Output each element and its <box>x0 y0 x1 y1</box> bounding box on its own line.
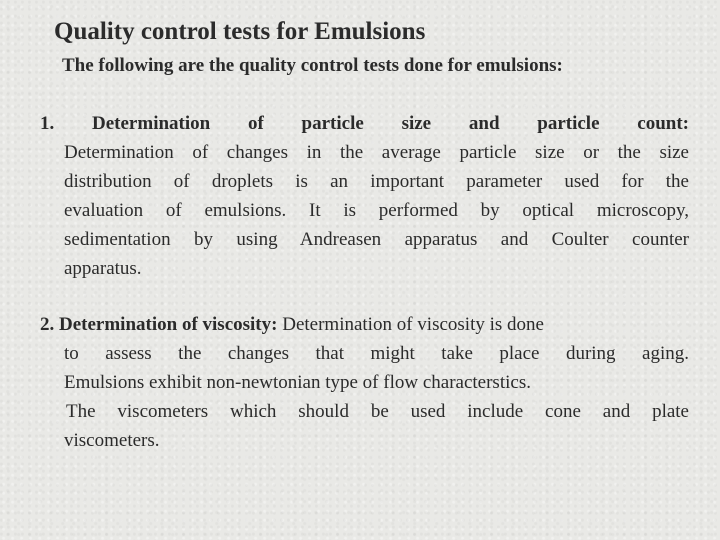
item1-line-4: evaluation of emulsions. It is performed by optical microscopy, <box>64 200 689 221</box>
list-item-viscosity <box>40 310 689 455</box>
item1-line-6: apparatus. <box>64 258 142 279</box>
item2-line-4: The viscometers which should be used include cone and plate <box>66 401 689 422</box>
item2-line-1 <box>40 310 689 339</box>
item1-number: 1. <box>40 113 55 134</box>
list-item-particle-size <box>40 109 689 283</box>
item1-line-3: distribution of droplets is an important parameter used for the <box>64 171 689 192</box>
item1-line-1 <box>40 109 689 138</box>
item2-line-5: viscometers. <box>64 430 160 451</box>
item1-line-2: Determination of changes in the average particle size or the size <box>64 142 689 163</box>
slide-subtitle: The following are the quality control tests done for emulsions: <box>62 55 563 76</box>
item2-line1-text: Determination of viscosity is done <box>282 314 544 335</box>
item1-line-5: sedimentation by using Andreasen apparatus and Coulter counter <box>64 229 689 250</box>
item2-line-3: Emulsions exhibit non-newtonian type of flow characterstics. <box>64 372 531 393</box>
slide-title: Quality control tests for Emulsions <box>54 18 426 45</box>
item2-heading: 2. Determination of viscosity: <box>40 314 278 335</box>
item2-line-2: to assess the changes that might take place during aging. <box>64 343 689 364</box>
item1-heading: Determination of particle size and particle count: <box>92 113 689 134</box>
